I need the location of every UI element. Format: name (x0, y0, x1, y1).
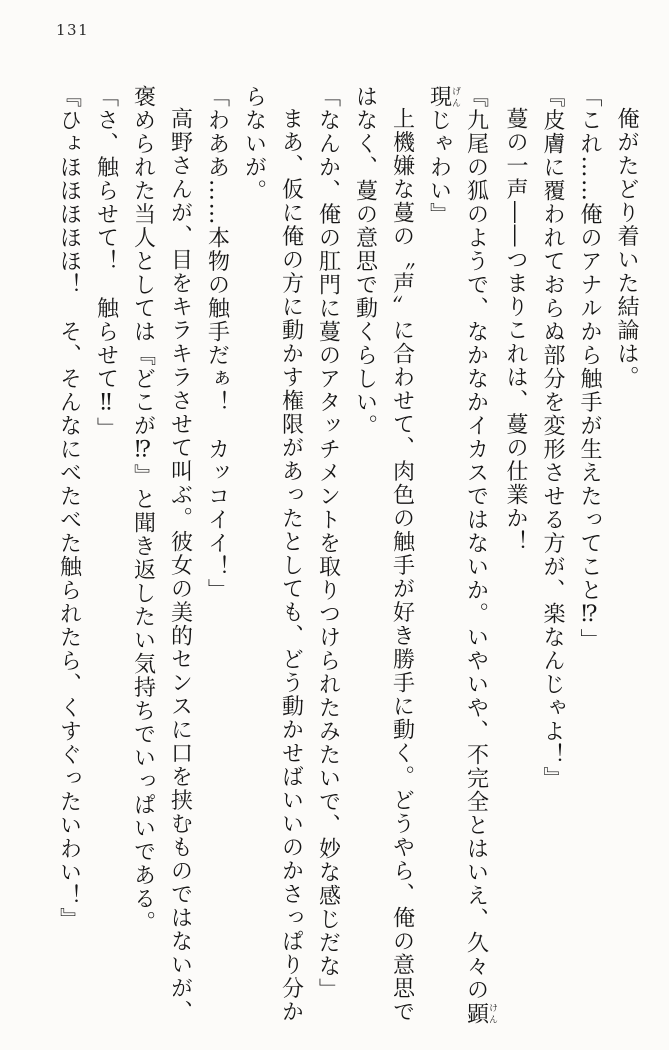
ruby-annotated-text: 顕けん (463, 1001, 497, 1025)
paragraph: 「これ……俺のアナルから触手が生えたってこと⁉」 (577, 85, 602, 652)
paragraph: 「なんか、俺の肛門に蔓のアタッチメントを取りつけられたみたいで、妙な感じだな」 (315, 85, 341, 1002)
paragraph: 『皮膚に覆われておらぬ部分を変形させる方が、楽なんじゃよ！』 (540, 85, 565, 790)
text-block (51, 85, 646, 1037)
paragraph: 上機嫌な蔓の〝声〟に合わせて、肉色の触手が好き勝手に動く。どうやら、俺の意思ではなく、蔓の意思で動くらしい。 (352, 85, 415, 1024)
paragraph: 「わああ……本物の触手だぁ！ カッコイイ！」 (204, 85, 230, 602)
page-number: 131 (56, 21, 90, 39)
paragraph: 俺がたどり着いた結論は。 (614, 107, 639, 389)
paragraph: 蔓の一声――つまりこれは、蔓の仕業か！ (503, 107, 528, 554)
ruby-annotated-text: 現げん (426, 85, 460, 109)
paragraph: 「さ、触らせて！ 触らせて‼」 (93, 85, 119, 441)
paragraph: 『九尾の狐のようで、なかなかイカスではないか。いやいや、不完全とはいえ、久々の顕けん現げんじゃわい』 (426, 85, 497, 1025)
paragraph: まあ、仮に俺の方に動かす権限があったとしても、どう動かせばいいのかさっぱり分からないが。 (241, 85, 304, 1024)
paragraph: 『ひょほほほほほ！ そ、そんなにべたべた触られたら、くすぐったいわい！』 (56, 85, 82, 931)
paragraph: 高野さんが、目をキラキラさせて叫ぶ。彼女の美的センスに口を挟むものではないが、褒められた当人としては『どこが⁉』と聞き返したい気持ちでいっぱいである。 (130, 85, 193, 1024)
